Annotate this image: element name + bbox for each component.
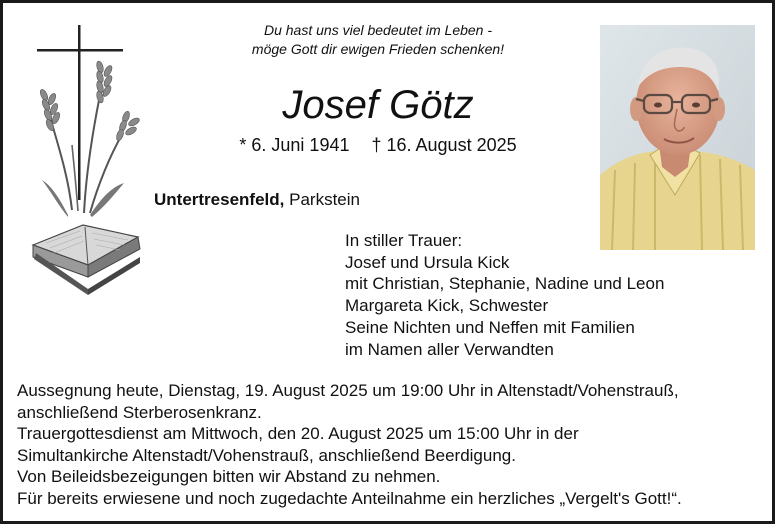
mourners-line: In stiller Trauer: <box>345 231 463 250</box>
info-line: Simultankirche Altenstadt/Vohenstrauß, anschließend Beerdigung. <box>17 445 516 465</box>
info-line: Von Beileidsbezeigungen bitten wir Abstand zu nehmen. <box>17 467 441 487</box>
mourners-line: im Namen aller Verwandten <box>345 339 554 359</box>
service-info <box>17 380 682 510</box>
place-town: Untertresenfeld, <box>154 190 285 209</box>
info-line: anschließend Sterberosenkranz. <box>17 402 262 422</box>
info-line: Trauergottesdienst am Mittwoch, den 20. August 2025 um 15:00 Uhr in der <box>17 424 579 444</box>
mourners-line: Josef und Ursula Kick <box>345 252 510 272</box>
mourners-line: Margareta Kick, Schwester <box>345 296 549 316</box>
info-line: Aussegnung heute, Dienstag, 19. August 2025 um 19:00 Uhr in Altenstadt/Vohenstrauß, <box>17 381 679 400</box>
deceased-name: Josef Götz <box>282 83 474 127</box>
mourners-line: mit Christian, Stephanie, Nadine und Leon <box>345 274 665 294</box>
cross-wheat-book-icon <box>28 25 146 300</box>
life-dates <box>163 133 593 157</box>
info-line: Für bereits erwiesene und noch zugedachte Anteilnahme ein herzliches „Vergelt's Gott!“. <box>17 488 682 508</box>
motto <box>163 21 593 59</box>
birth-date: * 6. Juni 1941 <box>239 135 350 155</box>
place-region: Parkstein <box>289 190 360 209</box>
portrait-photo <box>600 25 755 250</box>
mourners-line: Seine Nichten und Neffen mit Familien <box>345 317 635 337</box>
death-date: † 16. August 2025 <box>371 135 517 155</box>
motto-line-2: möge Gott dir ewigen Frieden schenken! <box>251 41 505 57</box>
motto-line-1: Du hast uns viel bedeutet im Leben - <box>263 22 493 38</box>
place <box>154 189 360 211</box>
